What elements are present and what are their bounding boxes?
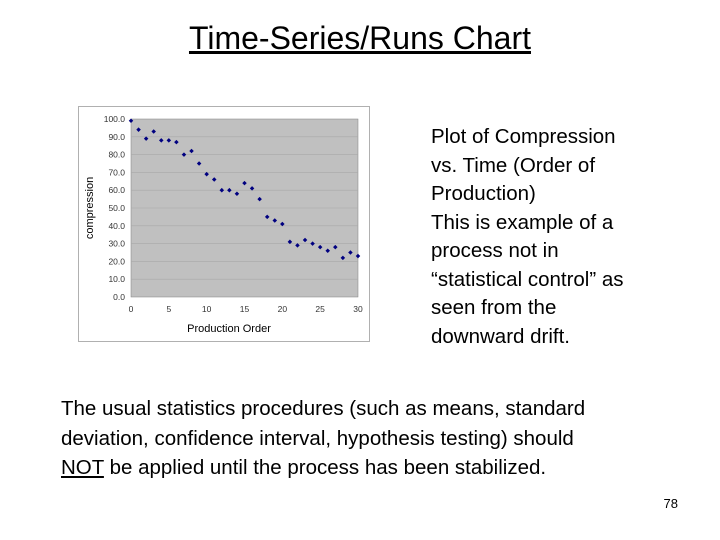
description-line: Production) [431, 182, 536, 205]
description-line: Plot of Compression [431, 125, 616, 148]
y-tick-label: 20.0 [108, 256, 125, 267]
chart-description [431, 123, 711, 351]
description-line: downward drift. [431, 324, 571, 348]
y-axis-label: compression [84, 176, 96, 240]
x-tick-label: 15 [239, 304, 250, 314]
x-tick-label: 25 [315, 304, 325, 314]
emphasis-not: NOT [61, 456, 104, 479]
body-line-rest: be applied until the process has been stabilized. [103, 456, 547, 479]
x-tick-label: 30 [353, 304, 363, 314]
y-tick-label: 10.0 [108, 274, 125, 285]
x-tick-labels [129, 304, 363, 314]
x-tick-label: 5 [166, 304, 172, 314]
y-tick-label: 80.0 [108, 149, 125, 160]
y-tick-label: 60.0 [108, 185, 125, 196]
body-paragraph [61, 394, 701, 483]
description-line: This is example of a [431, 210, 614, 234]
y-tick-label: 30.0 [108, 238, 125, 249]
description-line: “statistical control” as [431, 267, 624, 291]
x-tick-label: 0 [128, 304, 134, 314]
description-line: vs. Time (Order of [431, 153, 596, 177]
y-tick-labels [104, 114, 126, 302]
scatter-chart [78, 106, 370, 342]
y-tick-label: 40.0 [108, 220, 125, 231]
y-tick-label: 70.0 [108, 167, 125, 178]
x-tick-label: 20 [277, 304, 288, 314]
body-line: deviation, confidence interval, hypothesis testing) should [61, 426, 574, 450]
description-line: seen from the [431, 296, 557, 319]
x-tick-label: 10 [201, 304, 212, 314]
y-tick-label: 90.0 [108, 131, 125, 142]
chart-canvas [79, 107, 369, 341]
y-tick-label: 0.0 [113, 292, 125, 302]
body-line [61, 453, 701, 483]
body-line: The usual statistics procedures (such as means, standard [61, 397, 586, 420]
description-line: process not in [431, 239, 559, 262]
slide-title: Time-Series/Runs Chart [188, 20, 531, 56]
y-tick-label: 100.0 [103, 114, 125, 124]
y-tick-label: 50.0 [108, 203, 125, 213]
x-axis-label: Production Order [187, 323, 271, 335]
page-number: 78 [663, 496, 678, 511]
